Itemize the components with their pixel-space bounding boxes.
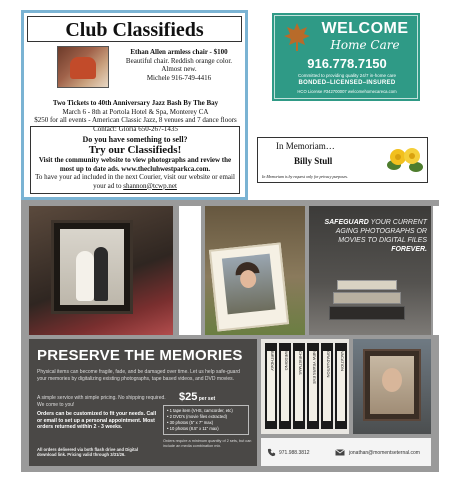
price: [179, 391, 215, 403]
price-items: [163, 405, 249, 435]
safeguard-text: [313, 218, 427, 254]
in-memoriam-box: [257, 137, 428, 183]
sell-line-b: your ad to: [93, 181, 122, 190]
vhs-tape: NEW YEARS EVE: [307, 343, 319, 429]
welcome-license: HCO License #342700007 welcomehomecareca.com: [297, 89, 397, 94]
classifieds-title-bar: [27, 16, 242, 42]
preserve-info-panel: [29, 339, 257, 466]
contact-email[interactable]: jonathan@momentseternal.com: [349, 450, 420, 456]
chair-line1: Beautiful chair. Reddish orange color.: [125, 56, 233, 65]
bash-headline: Two Tickets to 40th Anniversary Jazz Bash By The Bay: [52, 99, 219, 107]
chair-headline: Ethan Allen armless chair - $100: [130, 48, 228, 56]
yellow-roses-icon: [386, 143, 424, 173]
sell-callout: [30, 126, 240, 194]
safeguard-end: FOREVER.: [391, 246, 427, 253]
vhs-tape: CHRISTMAS: [293, 343, 305, 429]
maple-leaf-icon: [283, 22, 311, 52]
memoriam-note: In Memoriam is by request only for privacy purposes.: [262, 174, 348, 179]
contact-phone[interactable]: 971.988.3812: [279, 450, 310, 456]
photo-stack: [333, 292, 401, 304]
preserve-orders: Orders can be customized to fit your needs. Call or email to set up a personal appointment. Most orders returned within 2 - 3 weeks.: [37, 411, 157, 430]
sell-email-link[interactable]: shannon@tcwp.net: [123, 181, 177, 190]
wedding-photo: [29, 206, 173, 335]
chair-photo: [57, 46, 109, 88]
chair-line2: Almost new.: [161, 65, 197, 73]
vhs-tape: GRADUATION: [321, 343, 333, 429]
bash-contact: Contact: Gloria 650-267-1435: [93, 124, 178, 133]
phone-icon: [267, 448, 276, 457]
memoriam-title: In Memoriam…: [276, 141, 335, 151]
mail-icon: [335, 449, 345, 456]
memoriam-name: Billy Stull: [294, 156, 333, 166]
chair-contact: Michele 916-749-4416: [146, 73, 212, 82]
preserve-intro: Physical items can become fragile, fade, and be damaged over time. Let us help safe-guard your memories by digitalizing existing photographs, tape based videos, and DVD movies.: [37, 369, 240, 382]
welcome-border: [274, 15, 418, 99]
sell-visit-text: Visit the community website to view photographs and review the most up to date ads. www.thecluhwestparkca.com.: [38, 156, 232, 173]
contact-bar: [261, 438, 431, 466]
price-item: • 30 photos (5" x 7" max): [167, 420, 214, 425]
welcome-bonded: BONDED–LICENSED–INSURED: [298, 80, 396, 86]
preserve-memories-ad: [21, 200, 439, 472]
bash-line1: March 6 - 8th at Portola Hotel & Spa, Monterey CA: [62, 107, 209, 116]
price-note: Orders require a minimum quantity of 2 sets, but can include an media combination mix.: [163, 439, 252, 448]
price-item: • 10 photos (8.5" x 11" max): [167, 426, 219, 431]
welcome-phone: 916.778.7150: [307, 56, 387, 71]
safeguard-strong: SAFEGUARD: [324, 219, 369, 226]
wedding-frame: [51, 220, 133, 314]
price-suffix: per set: [197, 396, 216, 402]
vhs-tape: VACATION: [335, 343, 347, 429]
welcome-word: WELCOME: [321, 20, 409, 37]
club-classifieds-box: [21, 10, 248, 200]
photo-stack: [337, 280, 397, 290]
sell-line-a: To have your ad included in the next Courier, visit our website or email: [35, 173, 235, 181]
vhs-tapes-photo: [261, 339, 349, 434]
boy-portrait-photo: [353, 339, 431, 434]
photo-stack: [329, 306, 405, 320]
welcome-home-care-ad: [272, 13, 420, 101]
preserve-title: PRESERVE THE MEMORIES: [37, 347, 243, 364]
child-photo: [205, 206, 305, 335]
preserve-delivery: All orders delivered via both flash drive and Digital download link. Pricing valid through 3/31/26.: [37, 447, 138, 458]
chair-listing: [114, 48, 244, 82]
white-divider: [433, 206, 439, 335]
vhs-tape: WEDDING: [279, 343, 291, 429]
welcome-commitment: Committed to providing quality 24/7 in-home care: [297, 73, 397, 78]
sell-cta: Try our Classifieds!: [88, 144, 182, 156]
bash-line2: $250 for all events - American Classic Jazz, 8 venues and 7 dance floors: [34, 116, 237, 124]
price-value: $25: [179, 391, 198, 403]
safeguard-panel: [309, 206, 431, 335]
safeguard-rest: YOUR CURRENT AGING PHOTOGRAPHS OR MOVIES TO DIGITAL FILES: [335, 219, 427, 244]
sell-question: Do you have something to sell?: [82, 135, 188, 144]
white-divider: [179, 206, 201, 335]
price-item: • 2 DVD's (movie files extracted): [167, 414, 227, 419]
home-care-word: Home Care: [330, 38, 400, 52]
vhs-tape: BIRTHDAY: [265, 343, 277, 429]
preserve-simple: A simple service with simple pricing. No shipping required. We come to you!: [37, 395, 166, 408]
classifieds-title: Club Classifieds: [65, 19, 204, 41]
price-item: • 1 tape item (VHS, camcorder, etc): [167, 408, 233, 413]
